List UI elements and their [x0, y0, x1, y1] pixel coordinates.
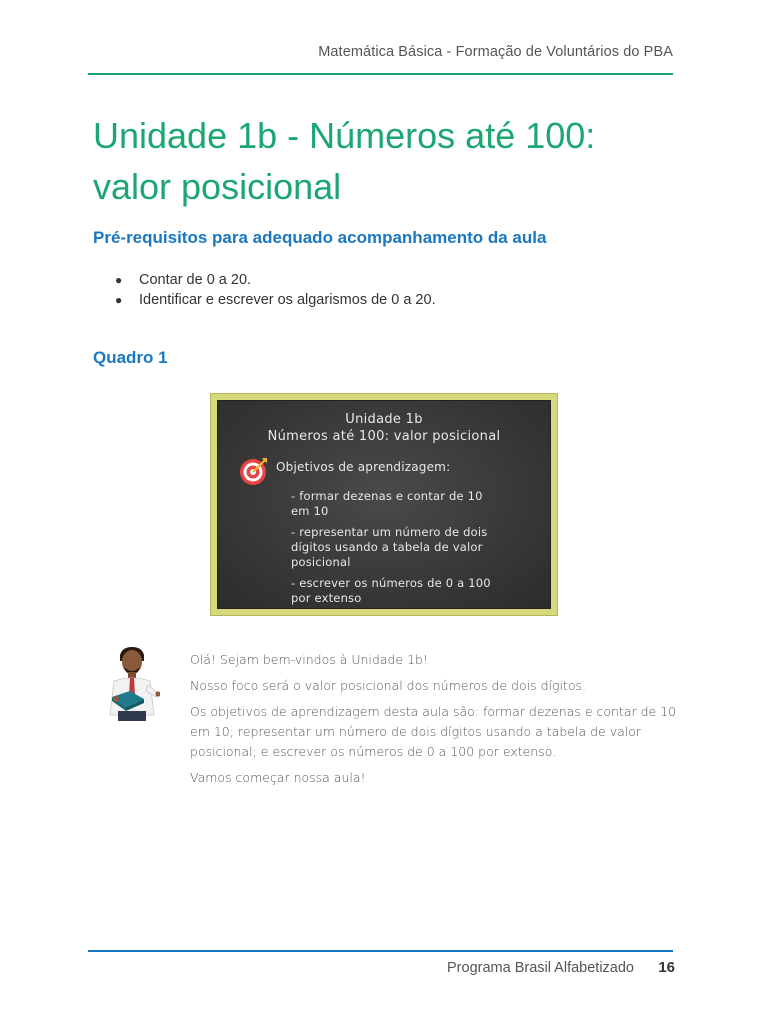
chalkboard: [210, 393, 558, 616]
prerequisite-text: Contar de 0 a 20.: [139, 272, 252, 288]
unit-title-line1: Unidade 1b - Números até 100:: [93, 115, 596, 156]
objective-item: [291, 576, 531, 606]
prerequisites-list: [115, 270, 436, 310]
objective-line: em 10: [291, 504, 329, 518]
board-title: Unidade 1b: [345, 412, 423, 427]
speech-paragraph: Olá! Sejam bem-vindos à Unidade 1b!: [190, 652, 428, 667]
unit-title-line2: valor posicional: [93, 166, 342, 207]
objective-line: por extenso: [291, 591, 362, 605]
prerequisites-heading: Pré-requisitos para adequado acompanhamento da aula: [93, 228, 547, 247]
board-subtitle: Números até 100: valor posicional: [267, 429, 501, 444]
objectives-label: Objetivos de aprendizagem:: [276, 460, 451, 474]
list-item: [115, 270, 436, 290]
chalkboard-surface: [217, 400, 551, 609]
bullet-icon: ●: [115, 293, 123, 307]
objective-item: [291, 489, 531, 519]
prerequisite-text: Identificar e escrever os algarismos de 0 a 20.: [139, 292, 436, 308]
speech-paragraph: Vamos começar nossa aula!: [190, 770, 366, 785]
objective-line: - representar um número de dois: [291, 525, 488, 539]
unit-title: [93, 110, 693, 212]
list-item: [115, 290, 436, 310]
objective-line: dígitos usando a tabela de valor: [291, 540, 483, 554]
page-number: 16: [658, 959, 675, 976]
objective-line: posicional: [291, 555, 351, 569]
objective-item: [291, 525, 531, 570]
footer-program: Programa Brasil Alfabetizado: [447, 960, 634, 976]
objectives-list: [291, 489, 531, 612]
speech-paragraph: Nosso foco será o valor posicional dos números de dois dígitos.: [190, 678, 586, 693]
objective-line: - escrever os números de 0 a 100: [291, 576, 491, 590]
running-header: Matemática Básica - Formação de Voluntários do PBA: [318, 44, 673, 60]
bullet-icon: ●: [115, 273, 123, 287]
footer-divider: [88, 950, 673, 952]
teacher-icon: [104, 645, 160, 721]
quadro-heading: Quadro 1: [93, 348, 168, 367]
target-icon: [238, 455, 270, 487]
header-divider: [88, 73, 673, 75]
teacher-speech: [190, 650, 680, 794]
objective-line: - formar dezenas e contar de 10: [291, 489, 483, 503]
speech-paragraph: Os objetivos de aprendizagem desta aula são: formar dezenas e contar de 10 em 10; representar um número de dois dígitos usando a tabela de valor posicional; e escrever os números de 0 a 100 por extenso.: [190, 704, 677, 759]
